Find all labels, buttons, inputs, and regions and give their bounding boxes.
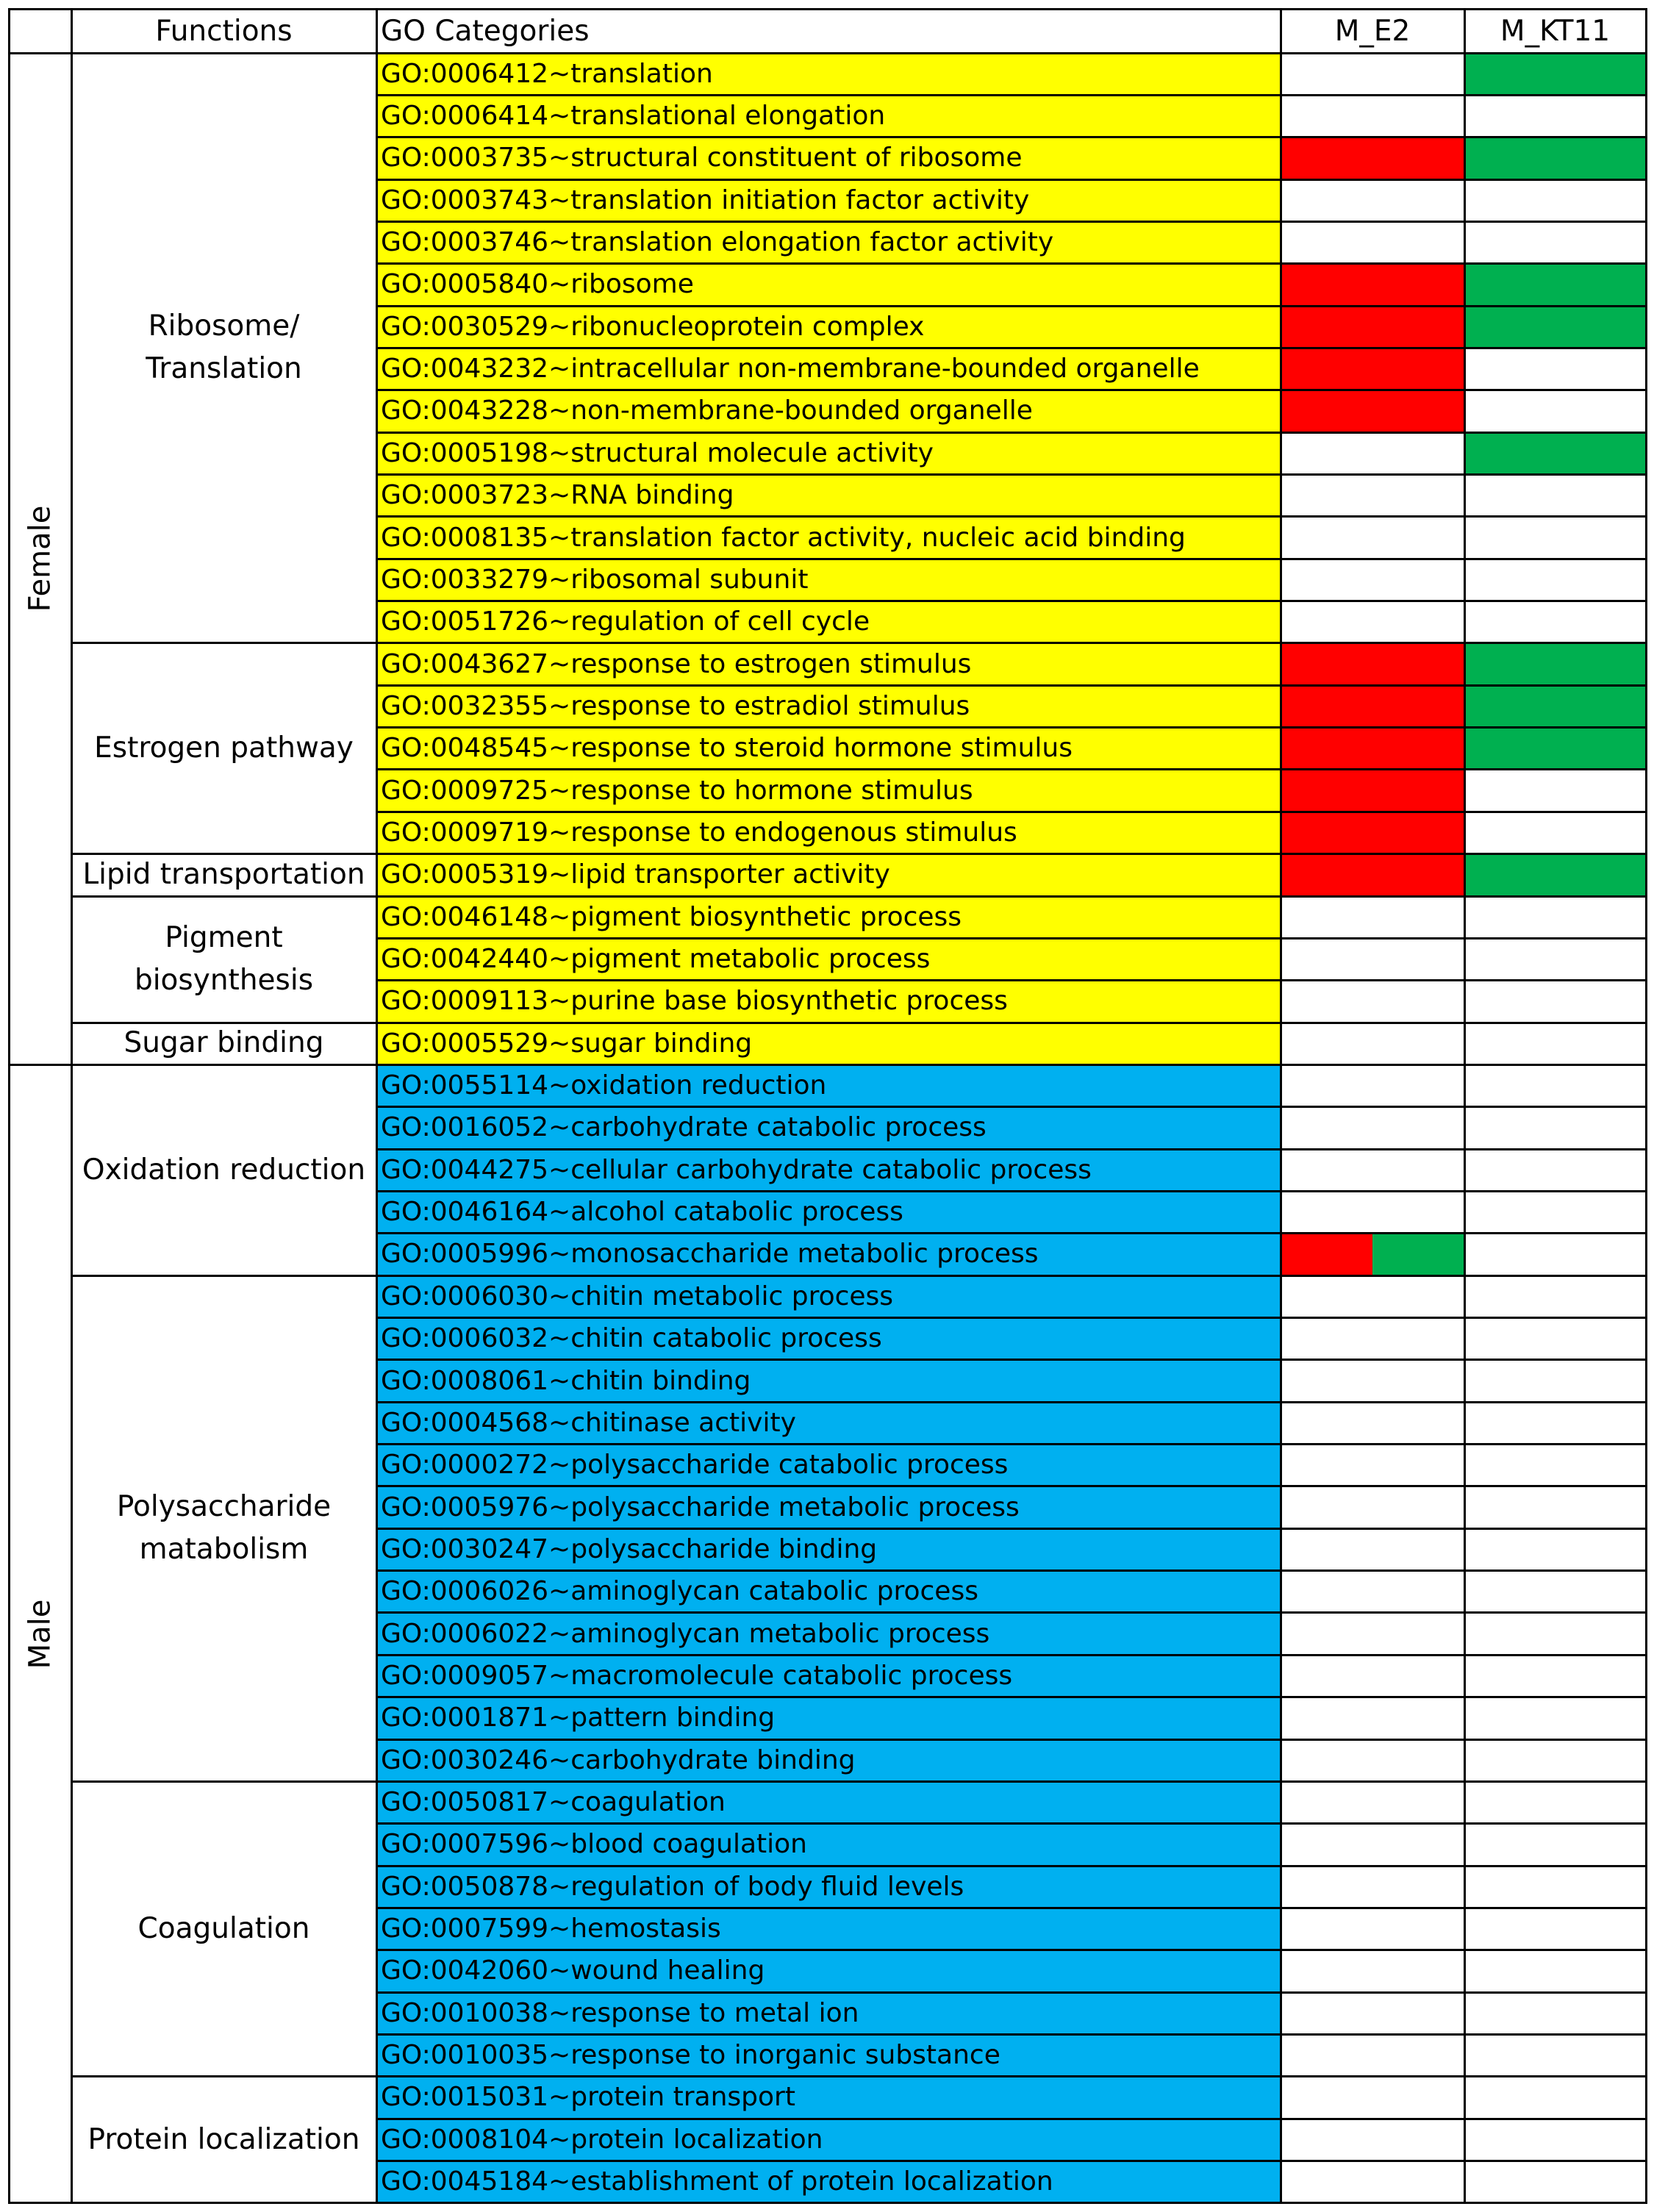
row-divider — [376, 1696, 1647, 1698]
function-label: Sugar binding — [123, 1026, 324, 1060]
go-category-cell: GO:0006032~chitin catabolic process — [376, 1318, 1281, 1360]
row-divider — [376, 1232, 1647, 1234]
go-category-cell: GO:0005976~polysaccharide metabolic process — [376, 1486, 1281, 1528]
m-kt11-green-mark — [1464, 264, 1646, 306]
m-e2-red-mark — [1281, 390, 1464, 432]
row-divider — [376, 1865, 1647, 1867]
row-divider — [376, 1949, 1647, 1951]
m-kt11-green-mark — [1464, 432, 1646, 474]
go-category-cell: GO:0015031~protein transport — [376, 2077, 1281, 2119]
row-divider — [376, 1485, 1647, 1487]
go-category-cell: GO:0043627~response to estrogen stimulus — [376, 643, 1281, 685]
m-kt11-green-mark — [1464, 53, 1646, 95]
go-category-cell: GO:0030246~carbohydrate binding — [376, 1739, 1281, 1781]
column-divider — [1645, 8, 1647, 2205]
row-divider — [376, 558, 1647, 560]
row-divider — [376, 1739, 1647, 1741]
m-e2-red-mark — [1281, 812, 1464, 853]
go-category-cell: GO:0005840~ribosome — [376, 264, 1281, 306]
function-label: Lipid transportation — [82, 858, 365, 892]
go-category-cell: GO:0006414~translational elongation — [376, 95, 1281, 137]
function-label: Estrogen pathway — [94, 731, 354, 765]
go-category-cell: GO:0042060~wound healing — [376, 1950, 1281, 1992]
go-category-cell: GO:0032355~response to estradiol stimulus — [376, 685, 1281, 727]
go-category-cell: GO:0004568~chitinase activity — [376, 1402, 1281, 1444]
function-divider — [71, 853, 1647, 855]
go-category-cell: GO:0043228~non-membrane-bounded organelle — [376, 390, 1281, 432]
function-divider — [71, 642, 1647, 644]
column-divider — [1280, 8, 1282, 2205]
go-category-cell: GO:0051726~regulation of cell cycle — [376, 601, 1281, 643]
go-category-cell: GO:0050878~regulation of body fluid levels — [376, 1866, 1281, 1908]
function-label: Coagulation — [137, 1911, 310, 1945]
function-label: Protein localization — [87, 2122, 360, 2156]
m-kt11-green-mark — [1464, 685, 1646, 727]
row-divider — [376, 2033, 1647, 2036]
row-divider — [376, 1401, 1647, 1403]
go-category-cell: GO:0006022~aminoglycan metabolic process — [376, 1613, 1281, 1655]
go-category-cell: GO:0046164~alcohol catabolic process — [376, 1191, 1281, 1233]
go-category-cell: GO:0008104~protein localization — [376, 2119, 1281, 2161]
go-category-cell: GO:0009719~response to endogenous stimulus — [376, 812, 1281, 853]
row-divider — [376, 473, 1647, 476]
sex-label-text: Male — [23, 1599, 57, 1669]
m-e2-red-mark — [1281, 854, 1464, 896]
row-divider — [376, 1148, 1647, 1150]
m-kt11-green-mark — [1464, 643, 1646, 685]
go-category-cell: GO:0009057~macromolecule catabolic process — [376, 1655, 1281, 1697]
m-e2-red-mark — [1281, 643, 1464, 685]
go-category-cell: GO:0050817~coagulation — [376, 1781, 1281, 1823]
m-kt11-green-mark — [1464, 854, 1646, 896]
column-divider — [376, 8, 378, 2205]
function-label: Pigment biosynthesis — [134, 920, 314, 998]
row-divider — [376, 305, 1647, 307]
go-category-cell: GO:0003746~translation elongation factor activity — [376, 221, 1281, 263]
function-label: Oxidation reduction — [82, 1153, 366, 1186]
row-divider — [376, 389, 1647, 391]
row-divider — [376, 347, 1647, 349]
go-category-cell: GO:0006412~translation — [376, 53, 1281, 95]
header-go-categories: GO Categories — [381, 14, 590, 48]
row-divider — [376, 1991, 1647, 1994]
go-category-cell: GO:0009725~response to hormone stimulus — [376, 770, 1281, 812]
row-divider — [376, 726, 1647, 729]
row-divider — [376, 1907, 1647, 1909]
header-corner — [9, 9, 71, 53]
m-e2-red-mark — [1281, 137, 1464, 179]
function-divider — [71, 2075, 1647, 2077]
sex-label — [9, 53, 71, 1064]
go-category-cell: GO:0005198~structural molecule activity — [376, 432, 1281, 474]
header-functions: Functions — [155, 14, 293, 48]
go-category-cell: GO:0005319~lipid transporter activity — [376, 854, 1281, 896]
column-divider — [8, 8, 10, 2205]
row-divider — [376, 1443, 1647, 1445]
go-category-cell: GO:0003743~translation initiation factor activity — [376, 179, 1281, 221]
row-divider — [376, 1654, 1647, 1656]
go-category-cell: GO:0043232~intracellular non-membrane-bounded organelle — [376, 348, 1281, 390]
row-divider — [376, 179, 1647, 181]
go-category-cell: GO:0000272~polysaccharide catabolic process — [376, 1445, 1281, 1486]
go-category-cell: GO:0048545~response to steroid hormone stimulus — [376, 728, 1281, 770]
go-category-cell: GO:0010035~response to inorganic substance — [376, 2034, 1281, 2076]
go-category-cell: GO:0006030~chitin metabolic process — [376, 1275, 1281, 1317]
m-kt11-green-mark — [1464, 137, 1646, 179]
row-divider — [376, 515, 1647, 518]
column-divider — [71, 8, 73, 2205]
row-divider — [376, 1190, 1647, 1192]
go-category-cell: GO:0001871~pattern binding — [376, 1697, 1281, 1739]
row-divider — [376, 1611, 1647, 1614]
go-category-cell: GO:0044275~cellular carbohydrate catabolic process — [376, 1149, 1281, 1191]
row-divider — [376, 979, 1647, 981]
row-divider — [376, 262, 1647, 265]
row-divider — [376, 768, 1647, 770]
go-category-cell: GO:0030247~polysaccharide binding — [376, 1528, 1281, 1570]
row-divider — [376, 1359, 1647, 1361]
go-category-cell: GO:0045184~establishment of protein localization — [376, 2161, 1281, 2203]
function-divider — [71, 1780, 1647, 1783]
sex-label-text: Female — [23, 505, 57, 612]
table-bottom-border — [8, 2202, 1647, 2204]
go-category-cell: GO:0030529~ribonucleoprotein complex — [376, 306, 1281, 348]
go-category-cell: GO:0046148~pigment biosynthetic process — [376, 896, 1281, 938]
row-divider — [376, 2118, 1647, 2120]
m-e2-red-mark — [1281, 348, 1464, 390]
go-category-cell: GO:0008061~chitin binding — [376, 1360, 1281, 1402]
go-category-cell: GO:0042440~pigment metabolic process — [376, 938, 1281, 980]
go-category-cell: GO:0010038~response to metal ion — [376, 1992, 1281, 2034]
function-divider — [71, 895, 1647, 898]
go-category-cell: GO:0003723~RNA binding — [376, 475, 1281, 517]
row-divider — [376, 2160, 1647, 2162]
header-bottom-border — [8, 52, 1647, 54]
m-e2-red-mark — [1281, 685, 1464, 727]
function-divider — [71, 1275, 1647, 1277]
function-label: Polysaccharide matabolism — [116, 1489, 332, 1567]
m-e2-red-mark — [1281, 306, 1464, 348]
go-category-cell: GO:0005996~monosaccharide metabolic process — [376, 1234, 1281, 1275]
row-divider — [376, 136, 1647, 138]
row-divider — [376, 811, 1647, 813]
go-category-cell: GO:0003735~structural constituent of ribosome — [376, 137, 1281, 179]
m-e2-red-mark — [1281, 770, 1464, 812]
function-divider — [71, 1022, 1647, 1024]
m-e2-green-mark — [1372, 1234, 1464, 1275]
row-divider — [376, 94, 1647, 96]
table-top-border — [8, 8, 1647, 10]
row-divider — [376, 1528, 1647, 1530]
column-divider — [1464, 8, 1466, 2205]
row-divider — [376, 600, 1647, 602]
go-category-cell: GO:0055114~oxidation reduction — [376, 1064, 1281, 1106]
go-category-cell: GO:0009113~purine base biosynthetic process — [376, 981, 1281, 1023]
header-m-e2: M_E2 — [1334, 14, 1411, 48]
m-e2-red-mark — [1281, 728, 1464, 770]
go-category-cell: GO:0016052~carbohydrate catabolic process — [376, 1107, 1281, 1149]
m-kt11-green-mark — [1464, 728, 1646, 770]
row-divider — [376, 684, 1647, 687]
go-category-cell: GO:0005529~sugar binding — [376, 1023, 1281, 1064]
go-category-cell: GO:0007596~blood coagulation — [376, 1824, 1281, 1866]
m-e2-red-mark — [1281, 1234, 1372, 1275]
row-divider — [376, 1569, 1647, 1572]
row-divider — [376, 1106, 1647, 1108]
m-e2-red-mark — [1281, 264, 1464, 306]
row-divider — [376, 1317, 1647, 1319]
go-category-cell: GO:0006026~aminoglycan catabolic process — [376, 1571, 1281, 1613]
function-label: Ribosome/ Translation — [146, 309, 302, 386]
row-divider — [376, 432, 1647, 434]
go-category-cell: GO:0008135~translation factor activity, nucleic acid binding — [376, 517, 1281, 559]
row-divider — [376, 1822, 1647, 1825]
row-divider — [376, 937, 1647, 939]
go-category-cell: GO:0033279~ribosomal subunit — [376, 559, 1281, 601]
m-kt11-green-mark — [1464, 306, 1646, 348]
row-divider — [376, 221, 1647, 223]
sex-label — [9, 1064, 71, 2202]
go-category-cell: GO:0007599~hemostasis — [376, 1908, 1281, 1950]
header-m-kt11: M_KT11 — [1500, 14, 1611, 48]
group-divider — [8, 1064, 1647, 1066]
